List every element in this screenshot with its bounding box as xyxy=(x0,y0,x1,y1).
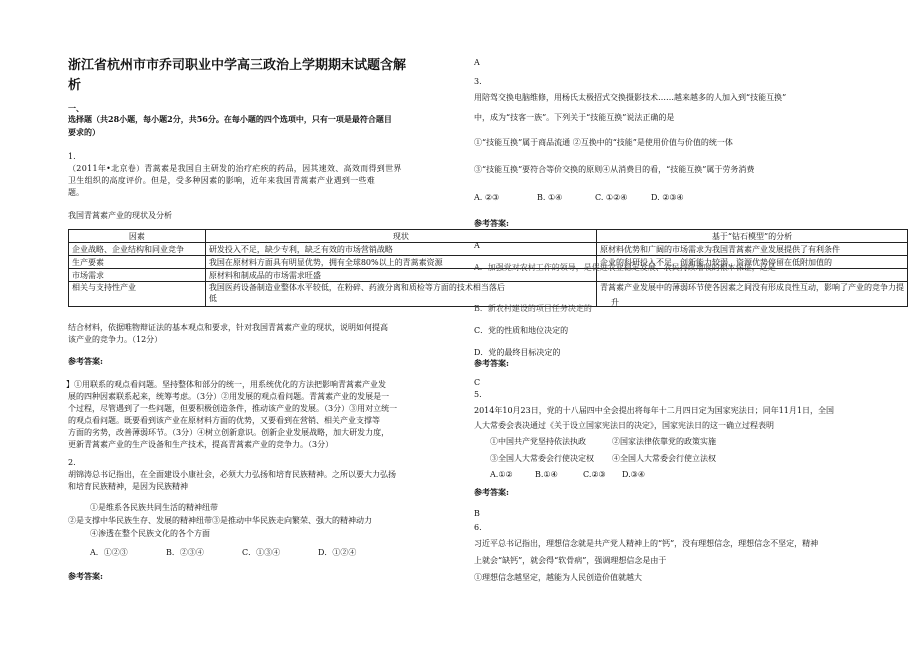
doc-title-line1: 浙江省杭州市市乔司职业中学高三政治上学期期末试题含解 xyxy=(68,58,407,73)
table-cell: 我国在原材料方面具有明显优势，拥有全球80%以上的青蒿素资源 xyxy=(205,256,596,269)
q5-stem: 人大常委会表决通过《关于设立国家宪法日的决定》，国家宪法日的这一确立过程表明 xyxy=(474,421,774,430)
answer-label: 参考答案: xyxy=(474,218,509,228)
q3-choice: D. ②③④ xyxy=(651,193,684,202)
table-cell-wrap: 低 xyxy=(208,294,217,303)
answer-value: A xyxy=(474,241,480,250)
table-cell: 原材料和制成品的市场需求旺盛 xyxy=(205,269,596,282)
q2-choice: B．②③④ xyxy=(166,548,204,557)
table-header-row xyxy=(69,230,908,243)
q4-option: B．新农村建设的项目任务决定的 xyxy=(474,304,592,313)
table-cell: 原材料优势和广阔的市场需求为我国青蒿素产业发展提供了有利条件 xyxy=(596,243,907,256)
q6-option: ①理想信念越坚定，越能为人民创造价值就越大 xyxy=(474,573,642,582)
q6-number: 6. xyxy=(474,523,482,532)
q1-answer-line: 个过程，尽管遇到了一些问题，但要积极创造条件，推动该产业的发展。（3分）③用对立统一 xyxy=(68,404,398,413)
section-number: 一、 xyxy=(68,103,84,113)
q1-answer-line: 的观点看问题。既要看到该产业在原材料方面的优势，又要看到在营销、相关产业支撑等 xyxy=(68,416,380,425)
table-row xyxy=(69,243,908,256)
section-heading-cont: 要求的） xyxy=(68,127,100,137)
table-cell: 研发投入不足，缺少专利，缺乏有效的市场营销战略 xyxy=(205,243,596,256)
table-cell: 企业战略、企业结构和同业竞争 xyxy=(69,243,206,256)
q5-option: ④全国人大常委会行使立法权 xyxy=(612,454,716,463)
doc-title-line2: 析 xyxy=(68,78,82,93)
q3-choice: B. ①④ xyxy=(537,193,563,202)
q5-choice: D.③④ xyxy=(622,470,646,479)
q1-prompt: 结合材料，依据唯物辩证法的基本观点和要求，针对我国青蒿素产业的现状，说明如何提高 xyxy=(68,323,388,332)
q5-option: ②国家法律依靠党的政策实施 xyxy=(612,437,716,446)
q3-stem: 用陪驾交换电脑维修，用杨氏太极招式交换摄影技术……越来越多的人加入到“技能互换” xyxy=(474,93,787,102)
q2-option: ④渗透在整个民族文化的各个方面 xyxy=(90,529,210,538)
q1-context: 卫生组织的高度评价。但是，受多种因素的影响，近年来我国青蒿素产业遇到一些难 xyxy=(68,176,376,185)
q1-answer-line: 】①用联系的观点看问题。坚持整体和部分的统一，用系统优化的方法把影响青蒿素产业发 xyxy=(66,380,386,389)
table-header: 基于“钻石模型”的分析 xyxy=(596,230,907,243)
q3-number: 3. xyxy=(474,77,482,86)
q2-choice: D．①②④ xyxy=(318,548,357,557)
q4-option: C．党的性质和地位决定的 xyxy=(474,326,569,335)
table-cell: 我国医药设备制造业整体水平较低，在粉碎、药液分离和质检等方面的技术相当落后 xyxy=(208,283,505,292)
answer-value: A xyxy=(474,58,480,67)
q5-stem: 2014年10月23日，党的十八届四中全会提出将每年十二月四日定为国家宪法日；同年11月1日，全国 xyxy=(474,406,834,415)
answer-label: 参考答案: xyxy=(68,356,103,366)
q5-choice: C.②③ xyxy=(583,470,606,479)
q2-choice: A．①②③ xyxy=(90,548,128,557)
q1-context: 题。 xyxy=(68,188,84,197)
table-header: 因素 xyxy=(69,230,206,243)
q1-answer-line: 展的四种因素联系起来，统筹考虑。（3分）②用发展的观点看问题。青蒿素产业的发展是一 xyxy=(68,392,390,401)
table-cell: 市场需求 xyxy=(69,269,206,282)
q2-stem: 胡锦涛总书记指出，在全面建设小康社会，必须大力弘扬和培育民族精神。之所以要大力弘扬 xyxy=(68,470,396,479)
q3-choice: A. ②③ xyxy=(474,193,500,202)
q2-number: 2. xyxy=(68,458,76,467)
table-cell-wrap: 升 xyxy=(611,298,619,307)
q3-stem: 中，成为“技客一族”。下列关于“技能互换”说法正确的是 xyxy=(474,113,675,122)
table-cell: 企业的科研投入不足，创新能力较弱，资源优势停留在低附加值的 xyxy=(596,256,907,269)
q1-answer-line: 方面的劣势，改善薄弱环节。（3分）④树立创新意识。创新企业发展战略，加大研发力度， xyxy=(68,428,390,437)
q1-context: （2011年•北京卷）青蒿素是我国自主研发的治疗疟疾的药品，因其速效、高效而得到世界 xyxy=(68,164,402,173)
q4-option: A．加强党对农村工作的领导，是促进农业稳定发展、农民持续增收的根本保证，这是 xyxy=(474,263,776,272)
q5-choice: B.①④ xyxy=(535,470,558,479)
q1-number: 1. xyxy=(68,152,76,161)
table-cell: 青蒿素产业发展中的薄弱环节使各因素之间没有形成良性互动，影响了产业的竞争力提 xyxy=(596,282,907,307)
q2-choice: C．①③④ xyxy=(242,548,281,557)
q2-stem: 和培育民族精神，是因为民族精神 xyxy=(68,482,188,491)
q3-option: ①“技能互换”属于商品流通 ②互换中的“技能”是使用价值与价值的统一体 xyxy=(474,138,733,147)
q5-number: 5. xyxy=(474,390,482,399)
answer-label: 参考答案: xyxy=(474,358,509,368)
q5-option: ①中国共产党坚持依法执政 xyxy=(490,437,586,446)
answer-label: 参考答案: xyxy=(68,571,103,581)
answer-value: C xyxy=(474,378,481,387)
q5-choice: A.①② xyxy=(490,470,513,479)
q4-option: D．党的最终目标决定的 xyxy=(474,348,561,357)
q3-option: ③“技能互换”要符合等价交换的原则④从消费目的看，“技能互换”属于劳务消费 xyxy=(474,165,755,174)
q1-prompt: 该产业的竞争力。（12分） xyxy=(68,335,163,344)
q6-stem: 习近平总书记指出，理想信念就是共产党人精神上的“钙”，没有理想信念，理想信念不坚定，精神 xyxy=(474,539,819,548)
answer-label: 参考答案: xyxy=(474,487,509,497)
q2-option: ①是维系各民族共同生活的精神纽带 xyxy=(90,503,218,512)
section-heading: 选择题（共28小题，每小题2分，共56分。在每小题的四个选项中，只有一项是最符合题目 xyxy=(68,114,392,124)
q1-answer-line: 更新青蒿素产业的生产设备和生产技术，提高青蒿素产业的竞争力。（3分） xyxy=(68,440,334,449)
answer-value: B xyxy=(474,509,480,518)
q3-choice: C. ①②④ xyxy=(595,193,628,202)
table-title: 我国青蒿素产业的现状及分析 xyxy=(68,211,172,220)
table-cell: 相关与支持性产业 xyxy=(69,282,206,307)
q6-stem: 上就会“缺钙”，就会得“软骨病”，强调理想信念是由于 xyxy=(474,556,667,565)
table-header: 现状 xyxy=(205,230,596,243)
table-cell: 生产要素 xyxy=(69,256,206,269)
q2-option: ②是支撑中华民族生存、发展的精神纽带③是推动中华民族走向繁荣、强大的精神动力 xyxy=(68,516,372,525)
q5-option: ③全国人大常委会行使决定权 xyxy=(490,454,594,463)
